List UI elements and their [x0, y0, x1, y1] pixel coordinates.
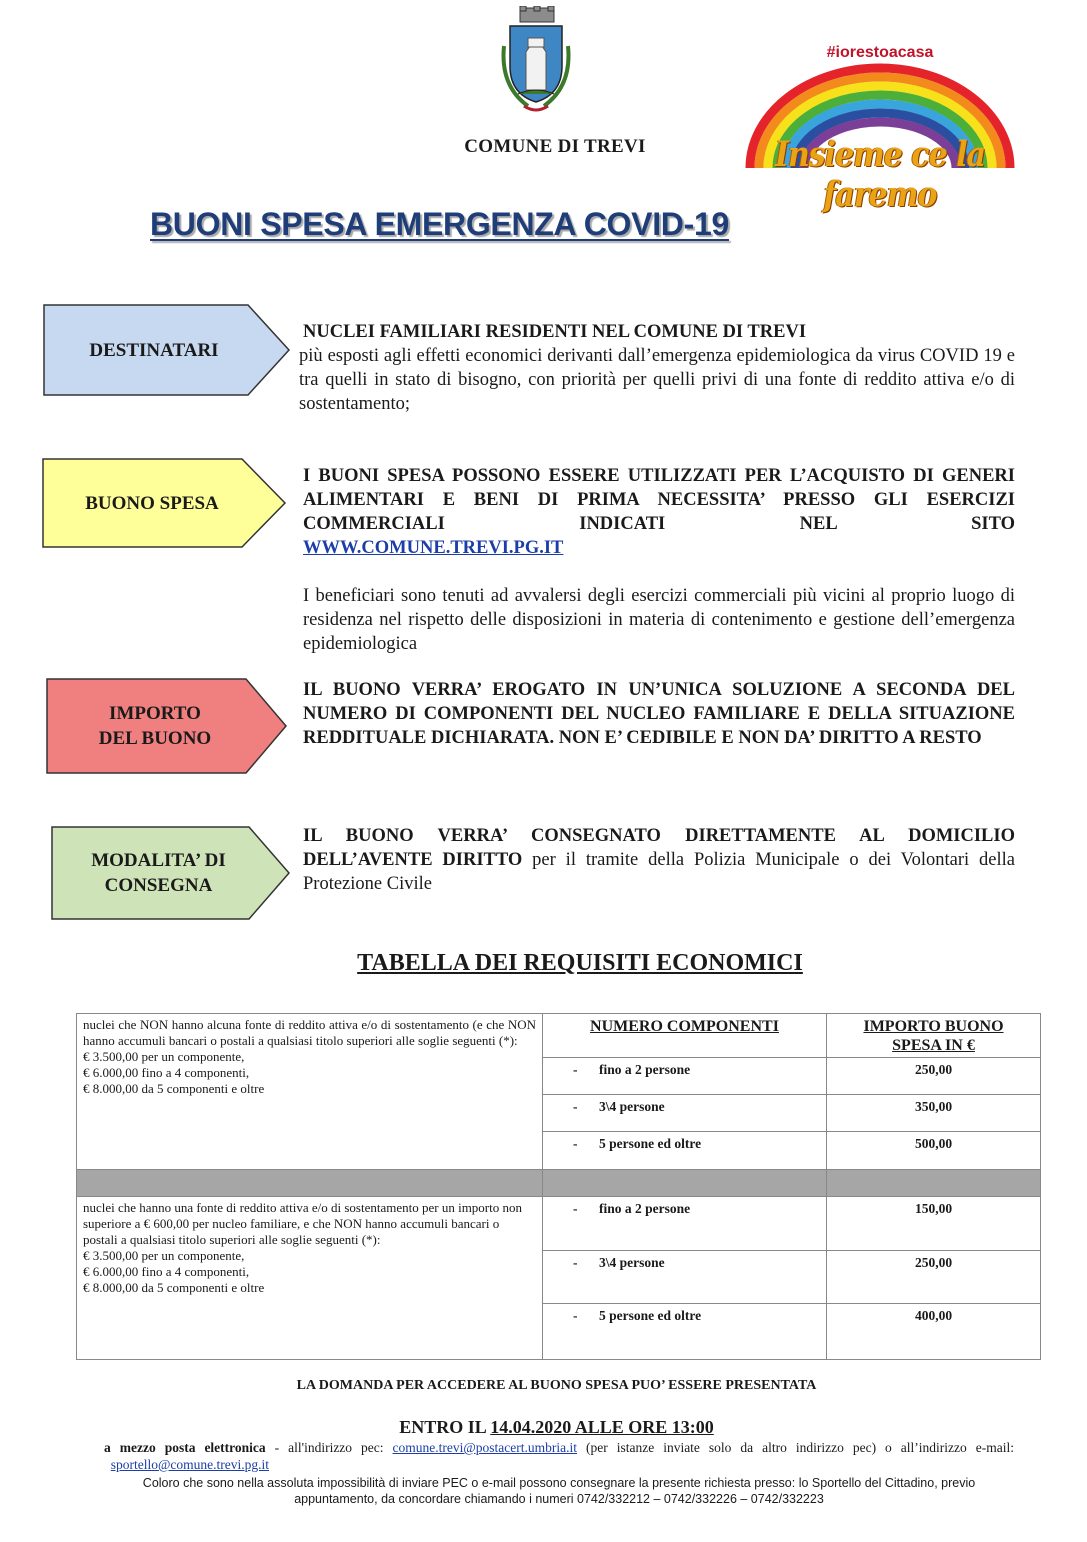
- section-heading: IL BUONO VERRA’ CONSEGNATO DIRETTAMENTE AL DOMICILIO DELL’AVENTE DIRITTO: [303, 826, 1015, 870]
- arrow-label-importo: [46, 678, 288, 774]
- condition-cell: nuclei che NON hanno alcuna fonte di reddito attiva e/o di sostentamento (e che NON hanno accumuli bancari o postali a qualsiasi titolo superiori alle soglie seguenti (*): € 3.500,00 per un componente, € 6.000,00 fino a 4 componenti, € 8.000,00 da 5 componenti e oltre: [77, 1014, 543, 1170]
- campaign-slogan: Insieme ce la faremo: [774, 134, 986, 216]
- section-text: per il tramite della Polizia Municipale o dei Volontari della Protezione Civile: [303, 850, 1015, 894]
- section-importo: [303, 678, 1015, 750]
- table-title: TABELLA DEI REQUISITI ECONOMICI: [357, 950, 803, 976]
- section-heading: I BUONI SPESA POSSONO ESSERE UTILIZZATI PER L’ACQUISTO DI GENERI ALIMENTARI E BENI DI PRIMA NECESSITA’ PRESSO GLI ESERCIZI COMMERCIALI INDICATI NEL SITO: [303, 466, 1015, 534]
- condition-cell: nuclei che hanno una fonte di reddito attiva e/o di sostentamento per un importo non superiore a € 600,00 per nucleo familiare, e che NON hanno accumuli bancari o postali a qualsiasi titolo superiori alle soglie seguenti (*): € 3.500,00 per un componente, € 6.000,00 fino a 4 componenti, € 8.000,00 da 5 componenti e oltre: [77, 1197, 543, 1360]
- deadline: ENTRO IL 14.04.2020 ALLE ORE 13:00: [399, 1417, 714, 1437]
- section-label: MODALITA’ DI CONSEGNA: [91, 850, 226, 896]
- header-amount: IMPORTO BUONO SPESA IN €: [827, 1014, 1041, 1058]
- section-consegna: [303, 824, 1015, 896]
- section-destinatari: [299, 320, 1015, 416]
- website-link[interactable]: WWW.COMUNE.TREVI.PG.IT: [303, 538, 564, 558]
- arrow-label-consegna: [51, 826, 291, 920]
- table-row: - 5 persone ed oltre 500,00: [77, 1132, 1041, 1170]
- section-label: IMPORTO DEL BUONO: [98, 703, 212, 749]
- email-link[interactable]: sportello@comune.trevi.pg.it: [110, 1457, 270, 1472]
- section-text: I beneficiari sono tenuti ad avvalersi degli esercizi commerciali più vicini al proprio luogo di residenza nel rispetto delle disposizioni in materia di contenimento e gestione dell’emergenza epidemiologica: [303, 586, 1015, 654]
- table-row: - fino a 2 persone: [543, 1197, 827, 1251]
- table-separator-row: [77, 1170, 1041, 1197]
- pec-email-link[interactable]: comune.trevi@postacert.umbria.it: [392, 1440, 578, 1455]
- table-row: - 3\4 persone 250,00: [77, 1251, 1041, 1304]
- arrow-label-buono-spesa: [42, 458, 287, 548]
- section-text: più esposti agli effetti economici derivanti dall’emergenza epidemiologica da virus COVID 19 e tra quelli in stato di bisogno, con priorità per quelli privi di una fonte di reddito attiva e/o di sostentamento;: [299, 346, 1015, 414]
- header-components: NUMERO COMPONENTI: [543, 1014, 827, 1058]
- arrow-label-destinatari: [43, 304, 291, 396]
- section-heading: IL BUONO VERRA’ EROGATO IN UN’UNICA SOLUZIONE A SECONDA DEL NUMERO DI COMPONENTI DEL NUCLEO FAMILIARE E DELLA SITUAZIONE REDDITUALE DICHIARATA. NON E’ CEDIBILE E NON DA’ DIRITTO A RESTO: [303, 680, 1015, 748]
- alternative-submission-note: Coloro che sono nella assoluta impossibilità di inviare PEC o e-mail possono consegnare la presente richiesta presso: lo Sportello del Cittadino, previo appuntamento, da concordare chiamando i numeri 0742/332212 – 0742/332226 – 0742/332223: [142, 1476, 976, 1506]
- table-row: - 5 persone ed oltre 400,00: [77, 1304, 1041, 1360]
- application-notice: LA DOMANDA PER ACCEDERE AL BUONO SPESA PUO’ ESSERE PRESENTATA: [296, 1378, 817, 1393]
- campaign-hashtag: #iorestoacasa: [826, 44, 934, 61]
- table-row: - fino a 2 persone 250,00: [77, 1058, 1041, 1095]
- submission-method: a mezzo posta elettronica - all'indirizzo pec: comune.trevi@postacert.umbria.it (per istanze inviate solo da altro indirizzo pec) o all’indirizzo e-mail: sportello@comune.trevi.pg.it: [104, 1440, 1014, 1472]
- table-row: - 3\4 persone 350,00: [77, 1095, 1041, 1132]
- trevi-coat-of-arms-logo: [498, 6, 574, 114]
- section-label: DESTINATARI: [89, 339, 219, 361]
- requirements-table: nuclei che NON hanno alcuna fonte di reddito attiva e/o di sostentamento (e che NON hanno accumuli bancari o postali a qualsiasi titolo superiori alle soglie seguenti (*): € 3.500,00 per un componente, € 6.000,00 fino a 4 componenti, € 8.000,00 da 5 componenti e oltre NUMERO COMPONENTI IMPORTO BUONO SPESA IN € - fino a 2 persone 250,00 - 3\4 persone 350,00 - 5 persone ed oltre 500,00 nuclei che hanno una fonte di reddito attiva e/o di sostentamento per un importo non superiore a € 600,00 per nucleo familiare, e che NON hanno accumuli bancari o postali a qualsiasi titolo superiori alle soglie seguenti (*): € 3.500,00 per un componente, € 6.000,00 fino a 4 componenti, € 8.000,00 da 5 componenti e oltre - fino a 2 persone 150,00 - 3\4 persone 250,00 - 5 persone ed oltre 400,00: [76, 1013, 1041, 1360]
- section-heading: NUCLEI FAMILIARI RESIDENTI NEL COMUNE DI TREVI: [303, 322, 807, 342]
- page-title: BUONI SPESA EMERGENZA COVID-19: [150, 206, 729, 242]
- municipality-name: COMUNE DI TREVI: [464, 136, 646, 157]
- section-buono-spesa: [303, 464, 1015, 656]
- section-label: BUONO SPESA: [85, 492, 219, 514]
